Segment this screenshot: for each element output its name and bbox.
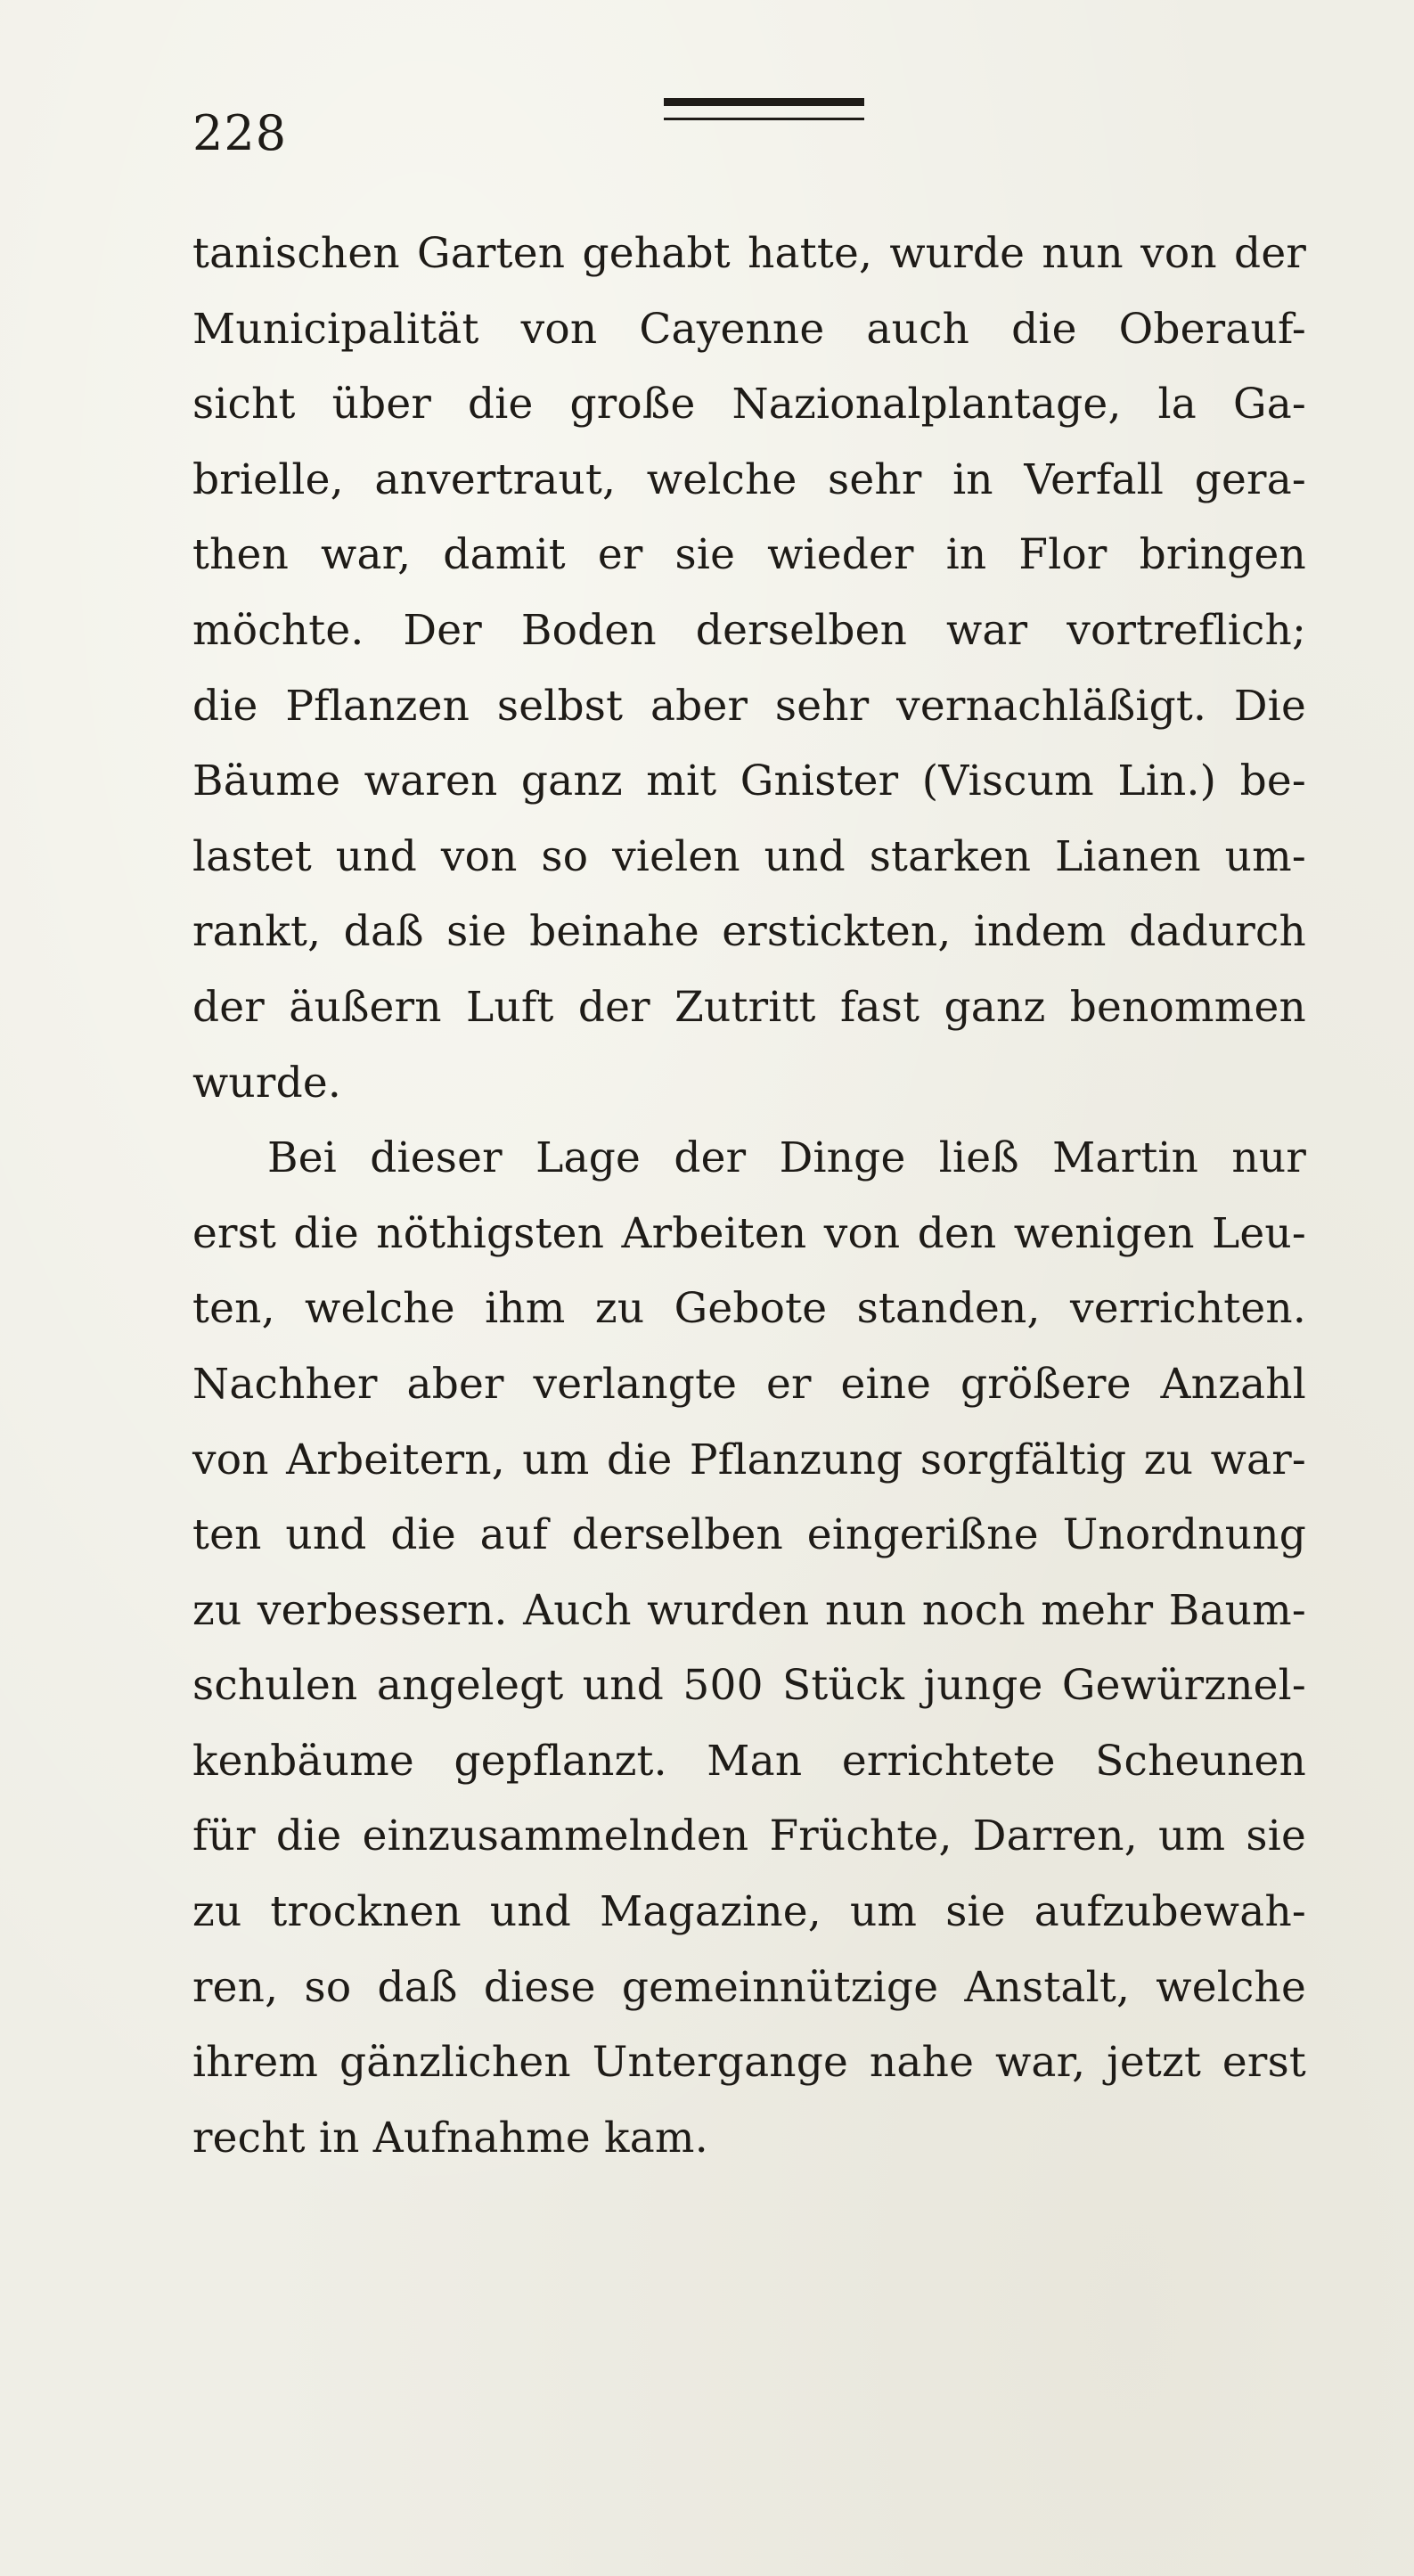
text-line: ten und die auf derselben eingerißne Unordnung bbox=[192, 1510, 1306, 1560]
text-line: schulen angelegt und 500 Stück junge Gewürznel- bbox=[192, 1661, 1306, 1711]
text-line: kenbäume gepflanzt. Man errichtete Scheunen bbox=[192, 1736, 1306, 1786]
text-line: brielle, anvertraut, welche sehr in Verfall gera- bbox=[192, 454, 1306, 504]
text-line: der äußern Luft der Zutritt fast ganz benommen bbox=[192, 982, 1306, 1032]
text-line: Bäume waren ganz mit Gnister (Viscum Lin.) be- bbox=[192, 756, 1306, 806]
body-text bbox=[192, 217, 1306, 2176]
text-line: ten, welche ihm zu Gebote standen, verrichten. bbox=[192, 1284, 1306, 1334]
header-rule-thin bbox=[664, 118, 864, 120]
header-rule bbox=[664, 98, 864, 123]
text-line: von Arbeitern, um die Pflanzung sorgfältig zu war- bbox=[192, 1435, 1306, 1484]
text-line: rankt, daß sie beinahe erstickten, indem dadurch bbox=[192, 907, 1306, 957]
text-line: zu verbessern. Auch wurden nun noch mehr Baum- bbox=[192, 1585, 1306, 1635]
text-line: sicht über die große Nazionalplantage, la Ga- bbox=[192, 380, 1306, 429]
text-line: wurde. bbox=[192, 1058, 342, 1108]
text-line: für die einzusammelnden Früchte, Darren, um sie bbox=[192, 1811, 1306, 1861]
header-rule-thick bbox=[664, 98, 864, 106]
text-line: zu trocknen und Magazine, um sie aufzubewah- bbox=[192, 1887, 1306, 1937]
text-line: Bei dieser Lage der Dinge ließ Martin nur bbox=[267, 1133, 1306, 1183]
text-line: Nachher aber verlangte er eine größere Anzahl bbox=[192, 1359, 1306, 1409]
text-line: ihrem gänzlichen Untergange nahe war, jetzt erst bbox=[192, 2038, 1306, 2088]
page-number: 228 bbox=[192, 105, 288, 161]
text-line: tanischen Garten gehabt hatte, wurde nun von der bbox=[192, 229, 1306, 278]
text-line: lastet und von so vielen und starken Lianen um- bbox=[192, 831, 1306, 881]
text-line: die Pflanzen selbst aber sehr vernachläßigt. Die bbox=[192, 681, 1306, 731]
text-line: möchte. Der Boden derselben war vortreflich; bbox=[192, 605, 1306, 655]
text-line: erst die nöthigsten Arbeiten von den wenigen Leu- bbox=[192, 1208, 1306, 1258]
text-line: Municipalität von Cayenne auch die Oberauf- bbox=[192, 304, 1306, 354]
text-line: recht in Aufnahme kam. bbox=[192, 2113, 708, 2163]
text-line: ren, so daß diese gemeinnützige Anstalt, welche bbox=[192, 1962, 1306, 2012]
text-line: then war, damit er sie wieder in Flor bringen bbox=[192, 530, 1306, 580]
